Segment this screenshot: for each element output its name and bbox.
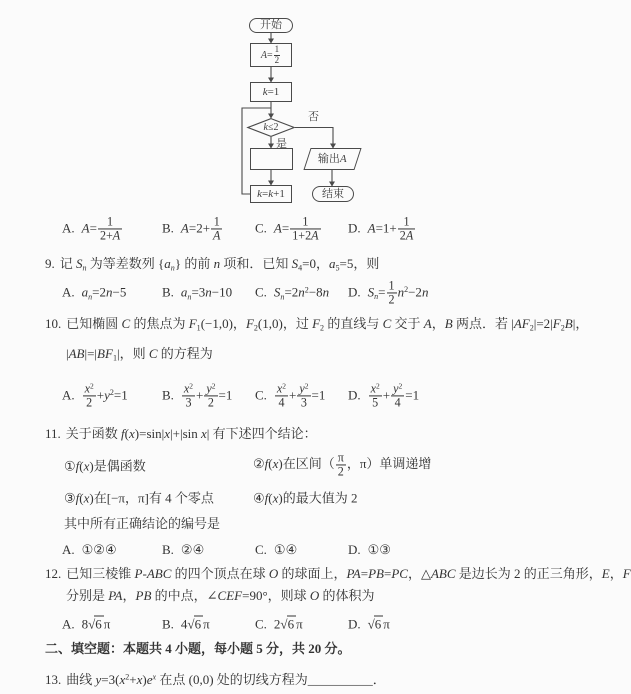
flowchart-no-label: 否 (308, 111, 319, 123)
flowchart-end-node (312, 186, 354, 202)
flowchart-decision-diamond (247, 118, 295, 137)
q11-note (64, 516, 220, 532)
q9-option-a-formula: an=2n−5 (81, 284, 127, 302)
q12-stem-text-2: 分别是 PA，PB 的中点，∠CEF=90°，则球 O 的体积为 (66, 588, 375, 603)
flowchart-output-node (303, 148, 361, 170)
q12-option-a-label: A. (62, 616, 75, 632)
q13-number: 13. (45, 672, 62, 687)
q13-stem-text: 曲线 $y=3(x^2+x)e^x$ 在点 (0,0) 处的切线方程为__________． (66, 672, 386, 687)
q9-option-c-label: C. (255, 284, 267, 300)
q12-option-d (348, 616, 390, 633)
q10-stem-text-2: |AB|=|BF1|，则 C 的方程为 (66, 346, 213, 363)
flowchart-connectors (228, 12, 428, 212)
q9-number: 9. (45, 256, 55, 271)
q8-option-c (255, 215, 322, 242)
q10-option-a-formula: $\frac{x^2}{2}$ $+y^2=1$ (84, 381, 128, 410)
q12-option-b (162, 616, 210, 633)
flowchart-yes-label: 是 (276, 138, 287, 150)
q10-stem-line2 (66, 346, 213, 364)
q11-stem-text: 关于函数 f(x)=sin|x|+|sin x| 有下述四个结论： (65, 426, 317, 441)
q10-option-d-label: D. (348, 387, 361, 403)
q13-stem (45, 672, 386, 688)
q11-option-a-formula: ①②④ (81, 542, 117, 557)
q9-option-d-formula: Sn= $\frac{1}{2}$ $n^2-2n$ (367, 278, 429, 307)
q10-option-d-formula: $\frac{x^2}{5}$ + $\frac{y^2}{4}$ =1 (370, 381, 420, 410)
flowchart-output-label: 输出A (318, 152, 347, 165)
q12-stem-line1 (45, 566, 631, 582)
q12-option-c-formula: 2√6 π (273, 616, 303, 632)
q11-option-c-formula: ①④ (273, 542, 298, 557)
q10-stem-text-1: 已知椭圆 C 的焦点为 F1(−1,0)，F2(1,0)，过 F2 的直线与 C 交于 A，B 两点．若 |AF2|=2|F2B|， (66, 316, 589, 333)
q9-options-row (0, 279, 600, 307)
q9-option-b-formula: an=3n−10 (180, 284, 233, 302)
flowchart-end-label: 结束 (322, 187, 344, 200)
q12-option-c-label: C. (255, 616, 267, 632)
section2-title-text: 二、填空题：本题共 4 小题，每小题 5 分，共 20 分。 (45, 641, 351, 656)
q11-option-c-label: C. (255, 542, 267, 557)
q11-stem (45, 426, 317, 442)
flowchart-init-box (250, 43, 292, 67)
q9-option-c-formula: $Sn=2n^2-8n$ (273, 284, 330, 302)
q9-option-d (348, 279, 428, 306)
flowchart-increment-label: k=k+1 (257, 187, 285, 200)
q10-option-c-label: C. (255, 387, 267, 403)
q8-option-b-formula: A=2+ $\frac{1}{A}$ (180, 214, 221, 243)
q12-number: 12. (45, 566, 62, 581)
q11-option-b-label: B. (162, 542, 174, 557)
q10-option-b-label: B. (162, 387, 174, 403)
q10-stem-line1 (45, 316, 588, 334)
q12-option-c (255, 616, 303, 633)
q12-option-a-formula: 8√6 π (81, 616, 111, 632)
q11-option-a-label: A. (62, 542, 75, 557)
q11-statement-3: ③f(x)在[−π，π]有 4 个零点 (64, 490, 214, 506)
q9-option-a-label: A. (62, 284, 75, 300)
q11-option-d-formula: ①③ (367, 542, 391, 557)
q11-statement-2: ②f(x)在区间（ $\frac{\pi}{2}$ ，π）单调递增 (253, 450, 432, 479)
q10-option-b (162, 382, 232, 409)
q8-option-d (348, 215, 416, 242)
q10-options-row (0, 375, 600, 417)
flowchart-start-label: 开始 (260, 19, 282, 31)
q12-options-row (0, 610, 600, 638)
q9-option-b-label: B. (162, 284, 174, 300)
q11-option-a (62, 542, 117, 558)
flowchart-empty-box (250, 148, 293, 170)
q10-option-a (62, 382, 128, 409)
q11-statement-4: ④f(x)的最大值为 2 (253, 490, 358, 506)
q11-note-text: 其中所有正确结论的编号是 (64, 516, 221, 531)
q9-option-a (62, 285, 126, 302)
q12-option-a (62, 616, 110, 633)
q8-option-a-formula: A= $\frac{1}{2+A}$ (81, 214, 121, 243)
q12-option-b-label: B. (162, 616, 174, 632)
flowchart-start-node (249, 18, 293, 33)
q11-options-row (0, 538, 600, 562)
q8-option-d-label: D. (348, 220, 361, 236)
q10-option-b-formula: $\frac{x^2}{3}$ + $\frac{y^2}{2}$ =1 (183, 381, 233, 410)
q9-stem-text: 记 Sn 为等差数列 {an} 的前 n 项和．已知 S4=0，a5=5，则 (59, 256, 380, 273)
q12-stem-line2 (66, 588, 375, 604)
q12-option-b-formula: 4√6 π (180, 616, 210, 632)
q9-stem (45, 256, 379, 274)
q9-option-b (162, 285, 232, 302)
q8-option-d-formula: A=1+ $\frac{1}{2A}$ (367, 214, 414, 243)
q8-option-c-formula: A= $\frac{1}{1+2A}$ (273, 214, 319, 243)
q12-option-d-label: D. (348, 616, 361, 632)
q11-option-d (348, 542, 391, 558)
q11-option-b (162, 542, 204, 558)
q9-option-c (255, 285, 329, 302)
flowchart-k-label: k=1 (262, 85, 280, 98)
q8-option-c-label: C. (255, 220, 267, 236)
q10-option-d (348, 382, 419, 409)
q8-options-row (0, 210, 600, 248)
flowchart (228, 12, 428, 212)
q12-option-d-formula: √6 π (367, 616, 390, 632)
q10-option-c-formula: $\frac{x^2}{4}$ + $\frac{y^2}{3}$ =1 (276, 381, 326, 410)
flowchart-init-label: A= $\frac{1}{2}$ (260, 43, 280, 65)
flowchart-increment-box (250, 185, 292, 203)
q11-statements-row-2 (0, 486, 600, 508)
q8-option-b-label: B. (162, 220, 174, 236)
section2-title (45, 641, 351, 657)
q9-option-d-label: D. (348, 284, 361, 300)
q11-option-d-label: D. (348, 542, 361, 557)
q8-option-a (62, 215, 123, 242)
q11-statements-row-1 (0, 448, 600, 482)
q8-option-b (162, 215, 223, 242)
q8-option-a-label: A. (62, 220, 75, 236)
flowchart-k-box (250, 82, 292, 102)
q10-option-c (255, 382, 325, 409)
q11-option-c (255, 542, 297, 558)
flowchart-condition-label: k ≤2 (263, 122, 279, 133)
q11-number: 11. (45, 426, 61, 441)
q12-stem-text-1: 已知三棱锥 P-ABC 的四个顶点在球 O 的球面上，PA=PB=PC，△ABC 是边长为 2 的正三角形，E，F (66, 566, 631, 581)
q11-option-b-formula: ②④ (180, 542, 205, 557)
q10-number: 10. (45, 316, 62, 331)
q11-statement-1: ①f(x)是偶函数 (64, 458, 146, 474)
q10-option-a-label: A. (62, 387, 75, 403)
